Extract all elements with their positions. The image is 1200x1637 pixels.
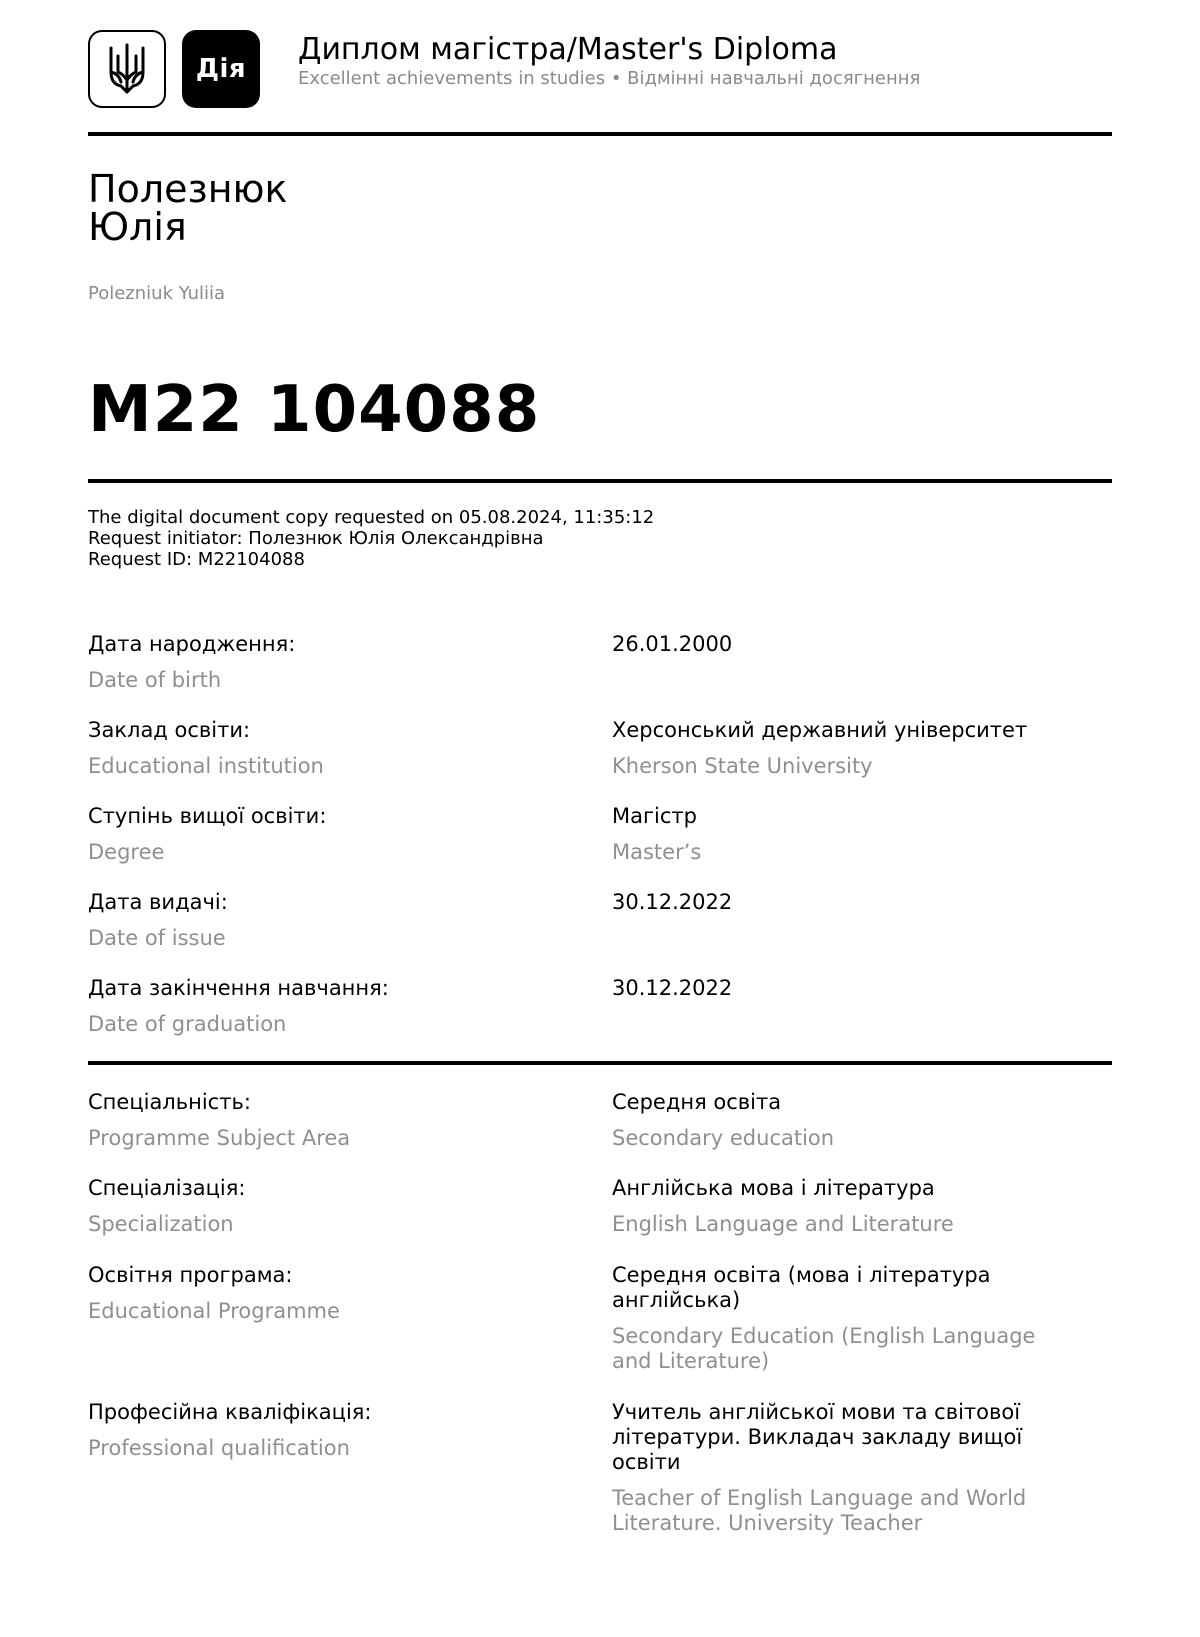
field-label-en: Degree bbox=[88, 840, 165, 864]
document-header bbox=[88, 30, 1112, 110]
field-value-line: Середня освіта (мова і література bbox=[612, 1263, 991, 1287]
field-value-ua: Англійська мова і література bbox=[612, 1176, 935, 1200]
field-value-line: літератури. Викладач закладу вищої bbox=[612, 1425, 1023, 1449]
field-label-ua: Дата видачі: bbox=[88, 890, 228, 914]
tryzub-icon bbox=[88, 30, 166, 108]
field-value-ua: Херсонський державний університет bbox=[612, 718, 1028, 742]
field-label-en: Date of birth bbox=[88, 668, 222, 692]
diia-logo bbox=[182, 30, 260, 108]
field-label-en: Specialization bbox=[88, 1212, 234, 1236]
field-label-ua: Дата народження: bbox=[88, 632, 296, 656]
field-label-en: Date of graduation bbox=[88, 1012, 287, 1036]
field-label-ua: Заклад освіти: bbox=[88, 718, 251, 742]
holder-surname: Полезнюк bbox=[88, 167, 288, 211]
field-value-ua: 30.12.2022 bbox=[612, 976, 733, 1000]
field-value-ua bbox=[612, 1263, 1112, 1313]
request-id: Request ID: M22104088 bbox=[88, 549, 305, 570]
field-value-en: Secondary education bbox=[612, 1126, 835, 1150]
field-value-ua: 26.01.2000 bbox=[612, 632, 733, 656]
request-info bbox=[88, 507, 654, 570]
field-label-en: Programme Subject Area bbox=[88, 1126, 351, 1150]
document-title: Диплом магістра/Master's Diploma bbox=[298, 32, 838, 67]
field-value-en: English Language and Literature bbox=[612, 1212, 954, 1236]
field-label-en: Date of issue bbox=[88, 926, 226, 950]
holder-name bbox=[88, 167, 288, 249]
field-value-line: Secondary Education (English Language bbox=[612, 1324, 1036, 1348]
request-date: The digital document copy requested on 05.08.2024, 11:35:12 bbox=[88, 507, 655, 528]
field-label-ua: Спеціалізація: bbox=[88, 1176, 246, 1200]
field-value-en bbox=[612, 1324, 1112, 1374]
divider bbox=[88, 479, 1112, 483]
field-value-line: Учитель англійської мови та світової bbox=[612, 1400, 1021, 1424]
document-subtitle: Excellent achievements in studies • Відмінні навчальні досягнення bbox=[298, 68, 921, 89]
holder-latin-name: Polezniuk Yuliia bbox=[88, 283, 226, 304]
field-label-en: Professional qualification bbox=[88, 1436, 350, 1460]
field-label-ua: Спеціальність: bbox=[88, 1090, 251, 1114]
field-value-en: Kherson State University bbox=[612, 754, 873, 778]
field-value-en bbox=[612, 1486, 1112, 1536]
field-label-en: Educational institution bbox=[88, 754, 324, 778]
field-value-ua: 30.12.2022 bbox=[612, 890, 733, 914]
divider bbox=[88, 1061, 1112, 1065]
field-value-ua bbox=[612, 1400, 1112, 1475]
field-value-line: освіти bbox=[612, 1450, 681, 1474]
field-value-en: Master’s bbox=[612, 840, 702, 864]
field-label-ua: Дата закінчення навчання: bbox=[88, 976, 389, 1000]
divider bbox=[88, 132, 1112, 136]
diia-logo-text: Дія bbox=[195, 54, 247, 84]
field-label-ua: Ступінь вищої освіти: bbox=[88, 804, 327, 828]
request-initiator: Request initiator: Полезнюк Юлія Олександрівна bbox=[88, 528, 544, 549]
field-value-ua: Середня освіта bbox=[612, 1090, 782, 1114]
field-value-line: англійська) bbox=[612, 1288, 741, 1312]
field-value-line: Teacher of English Language and World bbox=[612, 1486, 1027, 1510]
field-value-ua: Магістр bbox=[612, 804, 697, 828]
field-value-line: and Literature) bbox=[612, 1349, 770, 1373]
field-label-ua: Професійна кваліфікація: bbox=[88, 1400, 372, 1424]
holder-given-name: Юлія bbox=[88, 205, 187, 249]
field-value-line: Literature. University Teacher bbox=[612, 1511, 923, 1535]
field-label-en: Educational Programme bbox=[88, 1299, 340, 1323]
field-label-ua: Освітня програма: bbox=[88, 1263, 293, 1287]
document-number: М22 104088 bbox=[88, 373, 541, 447]
